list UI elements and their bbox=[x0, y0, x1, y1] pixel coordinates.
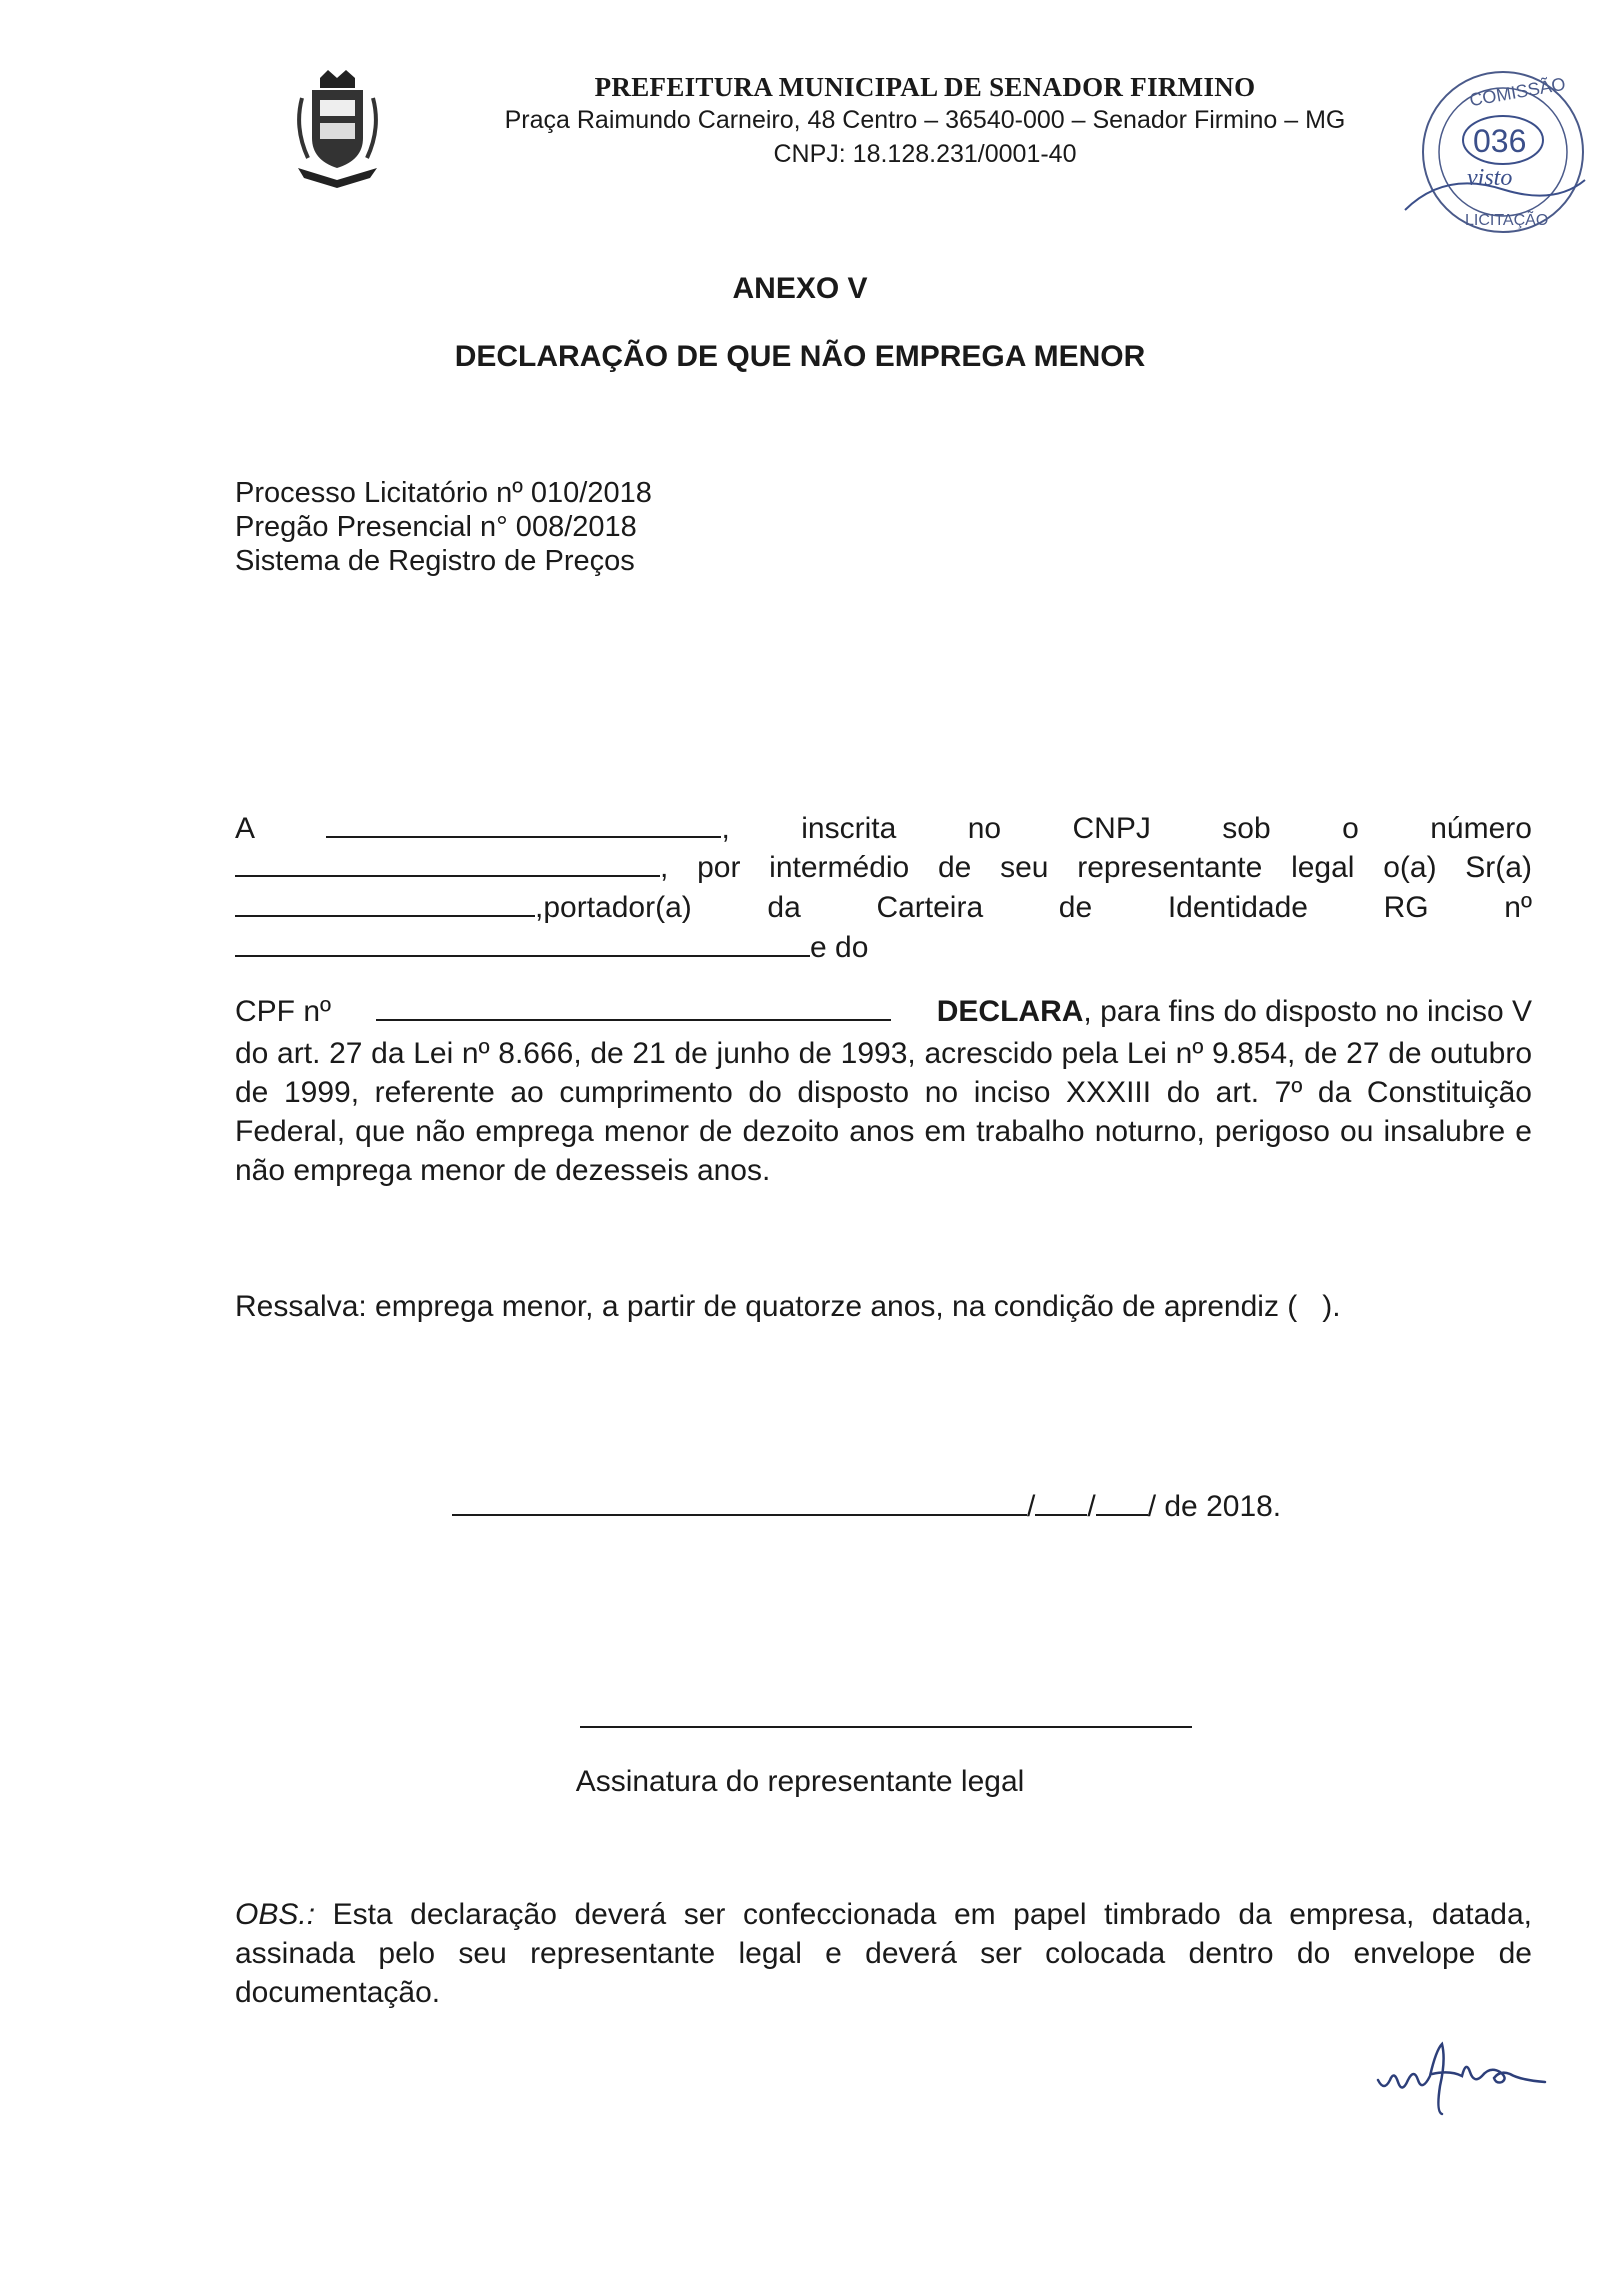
month-field bbox=[1096, 1490, 1148, 1516]
intro-cnpj-field: , bbox=[235, 851, 668, 885]
header-cnpj: CNPJ: 18.128.231/0001-40 bbox=[773, 140, 1077, 168]
declaration-first-line bbox=[235, 995, 1532, 1029]
intro-company-field: , bbox=[326, 812, 729, 846]
intro-text: representante bbox=[1077, 851, 1263, 884]
document-title: DECLARAÇÃO DE QUE NÃO EMPREGA MENOR bbox=[454, 340, 1146, 373]
intro-text: intermédio bbox=[769, 851, 910, 884]
date-line: / / / de 2018. bbox=[452, 1490, 1281, 1524]
annex-title: ANEXO V bbox=[732, 272, 868, 305]
intro-text: seu bbox=[1000, 851, 1049, 884]
intro-text: A bbox=[235, 812, 256, 845]
signature-line bbox=[580, 1726, 1192, 1728]
intro-text: número bbox=[1430, 812, 1532, 845]
intro-text: nº bbox=[1504, 891, 1532, 924]
stamp-initials: visto bbox=[1467, 165, 1513, 191]
intro-text: de bbox=[1058, 891, 1093, 924]
intro-text: da bbox=[767, 891, 801, 924]
obs-paragraph bbox=[235, 1895, 1532, 2012]
intro-text: Carteira bbox=[876, 891, 984, 924]
obs-text: Esta declaração deverá ser confeccionada em papel timbrado da empresa, datada, assinada pelo seu representante legal e deverá ser colocada dentro do envelope de documentação. bbox=[235, 1898, 1532, 2009]
intro-text: no bbox=[967, 812, 1002, 845]
stamp-number: 036 bbox=[1473, 123, 1527, 159]
intro-text: inscrita bbox=[801, 812, 897, 845]
header-address: Praça Raimundo Carneiro, 48 Centro – 36540-000 – Senador Firmino – MG bbox=[504, 106, 1346, 134]
intro-rg-field: e do bbox=[235, 931, 868, 965]
intro-text: de bbox=[937, 851, 972, 884]
intro-text: RG bbox=[1383, 891, 1429, 924]
stamp-bottom-text: LICITAÇÃO bbox=[1465, 212, 1549, 229]
cpf-field bbox=[376, 995, 891, 1021]
intro-text: Sr(a) bbox=[1465, 851, 1532, 884]
day-field bbox=[1035, 1490, 1087, 1516]
declaration-line1-rest: , para fins do disposto no inciso V bbox=[1083, 995, 1532, 1028]
intro-representative-field: ,portador(a) bbox=[235, 891, 692, 925]
process-reference: Processo Licitatório nº 010/2018 bbox=[235, 477, 652, 509]
handwritten-initials-icon bbox=[1370, 2040, 1570, 2120]
year-text: de 2018. bbox=[1156, 1490, 1282, 1523]
intro-text: legal bbox=[1291, 851, 1355, 884]
ressalva-text: Ressalva: emprega menor, a partir de quatorze anos, na condição de aprendiz ( ). bbox=[235, 1290, 1341, 1323]
pregao-reference: Pregão Presencial n° 008/2018 bbox=[235, 511, 637, 543]
intro-line-2 bbox=[235, 851, 1532, 885]
intro-text: Identidade bbox=[1167, 891, 1308, 924]
intro-text: CNPJ bbox=[1072, 812, 1151, 845]
intro-text: sob bbox=[1222, 812, 1271, 845]
declara-keyword: DECLARA bbox=[936, 995, 1084, 1028]
city-field bbox=[452, 1490, 1027, 1516]
declaration-body: do art. 27 da Lei nº 8.666, de 21 de junho de 1993, acrescido pela Lei nº 9.854, de 27 de outubro de 1999, referente ao cumprimento do disposto no inciso XXXIII do art. 7º da Constituição Federal, que não emprega menor de dezoito anos em trabalho noturno, perigoso ou insalubre e não emprega menor de dezesseis anos. bbox=[235, 1037, 1532, 1187]
stamp-top-text: COMISSÃO bbox=[1467, 73, 1567, 111]
header-title: PREFEITURA MUNICIPAL DE SENADOR FIRMINO bbox=[594, 72, 1256, 102]
intro-text: o(a) bbox=[1383, 851, 1437, 884]
signature-label: Assinatura do representante legal bbox=[575, 1765, 1025, 1798]
cpf-label: CPF nº bbox=[235, 995, 331, 1028]
intro-line-1 bbox=[235, 812, 1532, 846]
commission-stamp-icon bbox=[1385, 60, 1600, 250]
system-reference: Sistema de Registro de Preços bbox=[235, 545, 635, 577]
intro-line-3 bbox=[235, 891, 1532, 925]
intro-text: o bbox=[1342, 812, 1359, 845]
obs-label: OBS.: bbox=[235, 1898, 316, 1931]
intro-text: por bbox=[697, 851, 741, 884]
intro-line-4 bbox=[235, 931, 868, 965]
